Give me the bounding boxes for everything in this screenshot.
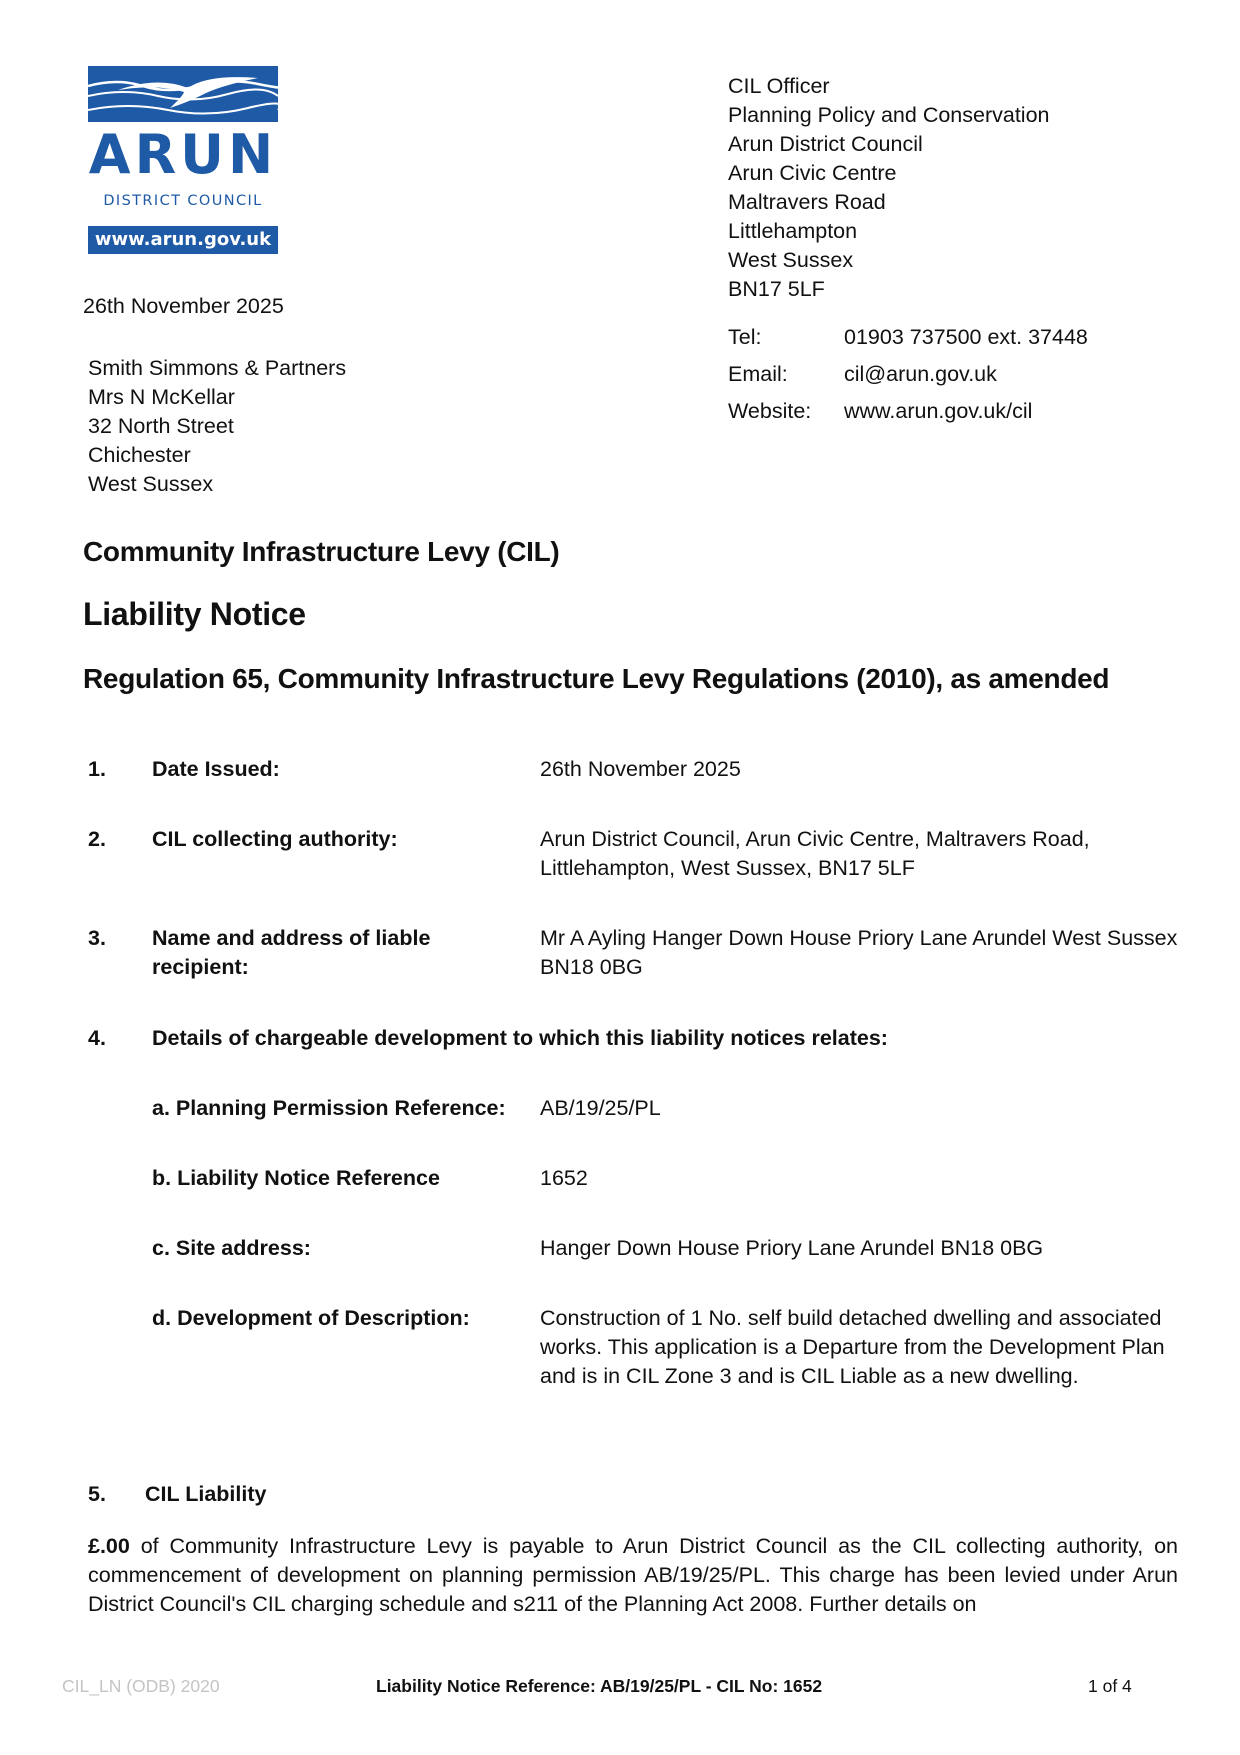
sender-line: Arun Civic Centre bbox=[728, 161, 897, 185]
detail-value: Hanger Down House Priory Lane Arundel BN18 0BG bbox=[540, 1236, 1044, 1260]
item-number: 3. bbox=[88, 926, 106, 950]
item-number: 4. bbox=[88, 1026, 106, 1050]
section-heading: CIL Liability bbox=[145, 1482, 267, 1506]
contact-value[interactable]: cil@arun.gov.uk bbox=[844, 362, 997, 386]
item-value: Arun District Council, Arun Civic Centre, Maltravers Road, Littlehampton, West Sussex, BN17 5LF bbox=[540, 827, 1090, 880]
detail-label: a. Planning Permission Reference: bbox=[152, 1096, 506, 1120]
detail-planning-reference bbox=[88, 1094, 1188, 1124]
item-number: 2. bbox=[88, 827, 106, 851]
detail-label: d. Development of Description: bbox=[152, 1306, 470, 1330]
recipient-line: Chichester bbox=[88, 443, 191, 467]
recipient-line: 32 North Street bbox=[88, 414, 234, 438]
council-logo bbox=[88, 66, 278, 256]
letter-date: 26th November 2025 bbox=[83, 294, 284, 318]
logo-subtitle: DISTRICT COUNCIL bbox=[103, 193, 263, 209]
section-cil-liability bbox=[88, 1480, 1188, 1510]
sender-line: Arun District Council bbox=[728, 132, 923, 156]
sender-line: CIL Officer bbox=[728, 74, 830, 98]
detail-value: AB/19/25/PL bbox=[540, 1096, 661, 1120]
liability-text: of Community Infrastructure Levy is payable to Arun District Council as the CIL collecting authority, on commencement of development on planning permission AB/19/25/PL. This charge has been levied under Arun District Council's CIL charging schedule and s211 of the Planning Act 2008. Further details on bbox=[88, 1534, 1178, 1616]
contact-value: 01903 737500 ext. 37448 bbox=[844, 325, 1088, 349]
item-date-issued bbox=[88, 755, 1188, 785]
section-number: 5. bbox=[88, 1482, 106, 1506]
recipient-line: West Sussex bbox=[88, 472, 214, 496]
detail-development-description bbox=[88, 1304, 1188, 1424]
contact-details bbox=[728, 325, 1148, 445]
footer-page-number: 1 of 4 bbox=[1088, 1676, 1132, 1696]
detail-label: c. Site address: bbox=[152, 1236, 311, 1260]
sender-line: Planning Policy and Conservation bbox=[728, 103, 1050, 127]
contact-value[interactable]: www.arun.gov.uk/cil bbox=[844, 399, 1033, 423]
detail-value: 1652 bbox=[540, 1166, 588, 1190]
sender-address bbox=[728, 72, 1050, 304]
detail-site-address bbox=[88, 1234, 1188, 1264]
detail-value: Construction of 1 No. self build detached dwelling and associated works. This application is a Departure from the Development Plan and is in CIL Zone 3 and is CIL Liable as a new dwelling. bbox=[540, 1306, 1165, 1388]
sender-line: BN17 5LF bbox=[728, 277, 825, 301]
item-label: Date Issued: bbox=[152, 757, 280, 781]
sender-line: Maltravers Road bbox=[728, 190, 886, 214]
logo-bird-banner bbox=[88, 66, 278, 122]
sender-line: West Sussex bbox=[728, 248, 854, 272]
document-title: Community Infrastructure Levy (CIL) bbox=[83, 536, 560, 567]
item-development-details bbox=[88, 1024, 1188, 1054]
logo-name: ARUN bbox=[88, 123, 278, 186]
item-collecting-authority bbox=[88, 825, 1188, 885]
item-value: 26th November 2025 bbox=[540, 757, 741, 781]
recipient-line: Smith Simmons & Partners bbox=[88, 356, 347, 380]
contact-label: Website: bbox=[728, 399, 812, 423]
footer-form-code: CIL_LN (ODB) 2020 bbox=[62, 1676, 220, 1696]
detail-liability-reference bbox=[88, 1164, 1188, 1194]
seagull-icon bbox=[88, 66, 278, 122]
item-number: 1. bbox=[88, 757, 106, 781]
detail-label: b. Liability Notice Reference bbox=[152, 1166, 440, 1190]
regulation-heading: Regulation 65, Community Infrastructure Levy Regulations (2010), as amended bbox=[83, 663, 1110, 694]
item-label: Details of chargeable development to which this liability notices relates: bbox=[152, 1026, 888, 1050]
contact-label: Email: bbox=[728, 362, 788, 386]
item-liable-recipient bbox=[88, 924, 1188, 984]
sender-line: Littlehampton bbox=[728, 219, 858, 243]
item-label: CIL collecting authority: bbox=[152, 827, 398, 851]
contact-label: Tel: bbox=[728, 325, 762, 349]
notice-title: Liability Notice bbox=[83, 596, 306, 632]
logo-url[interactable]: www.arun.gov.uk bbox=[88, 226, 278, 254]
liability-paragraph bbox=[88, 1532, 1178, 1619]
recipient-address bbox=[88, 354, 346, 499]
footer-reference: Liability Notice Reference: AB/19/25/PL - CIL No: 1652 bbox=[376, 1676, 823, 1696]
item-value: Mr A Ayling Hanger Down House Priory Lane Arundel West Sussex BN18 0BG bbox=[540, 926, 1178, 979]
item-label: Name and address of liable recipient: bbox=[152, 926, 431, 979]
recipient-line: Mrs N McKellar bbox=[88, 385, 235, 409]
liability-amount: £.00 bbox=[88, 1534, 130, 1558]
